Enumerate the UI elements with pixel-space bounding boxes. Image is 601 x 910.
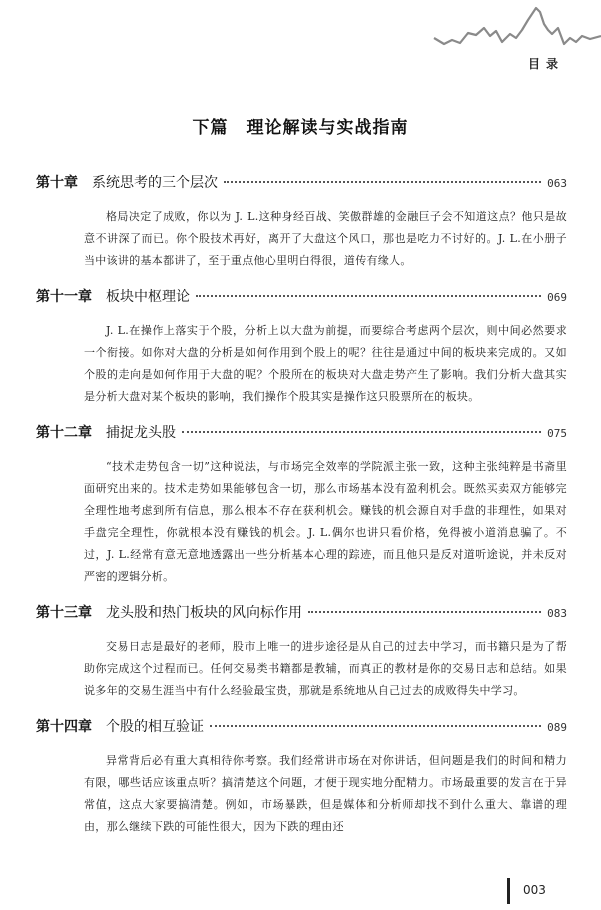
dot-leader	[308, 611, 541, 613]
chapter-title: 系统思考的三个层次	[92, 175, 218, 191]
chapter-summary: “技术走势包含一切”这种说法，与市场完全效率的学院派主张一致，这种主张纯粹是书斋里面研究出来的。技术走势如果能够包含一切，那么市场基本没有盈利机会。既然买卖双方能够完全理性地考虑到所有信息，那么根本不存在获利机会。赚钱的机会源自对手盘的非理性，如果对手盘完全理性，你就根本没有赚钱的机会。J. L.偶尔也讲只看价格，免得被小道消息骗了。不过，J. L.经常有意无意地透露出一些分析基本心理的踪迹，而且他只是反对道听途说，并未反对严密的逻辑分析。	[84, 460, 567, 583]
chapter-summary: 异常背后必有重大真相待你考察。我们经常讲市场在对你讲话，但问题是我们的时间和精力有限，哪些话应该重点听？搞清楚这个问题，才便于现实地分配精力。市场最重要的发言在于异常值，这点大家要搞清楚。例如，市场暴跌，但是媒体和分析师却找不到什么重大、靠谱的理由，那么继续下跌的可能性很大，因为下跌的理由还	[84, 754, 567, 833]
chapter-heading[interactable]	[36, 422, 567, 448]
chapter-entry[interactable]	[36, 286, 567, 408]
chapter-page: 089	[547, 721, 567, 734]
chapter-title: 捕捉龙头股	[106, 425, 176, 441]
chapter-summary: 格局决定了成败，你以为 J. L.这种身经百战、笑傲群雄的金融巨子会不知道这点？他只是故意不讲深了而已。你个股技术再好，离开了大盘这个风口，那也是吃力不讨好的。J. L.在小册子当中该讲的基本都讲了，至于重点他心里明白得很，道传有缘人。	[84, 210, 567, 267]
chapter-title: 板块中枢理论	[106, 289, 190, 305]
chapter-number: 第十三章	[36, 605, 92, 621]
chapter-heading[interactable]	[36, 716, 567, 742]
chapter-number: 第十四章	[36, 719, 92, 735]
chapter-summary: J. L.在操作上落实于个股，分析上以大盘为前提，而要综合考虑两个层次，则中间必然要求一个衔接。如你对大盘的分析是如何作用到个股上的呢？往往是通过中间的板块来完成的。又如个股的走向是如何作用于大盘的呢？个股所在的板块对大盘走势产生了影响。我们分析大盘其实是分析大盘对某个板块的影响，我们操作个股其实是操作这只股票所在的板块。	[84, 324, 567, 403]
page-number: 003	[523, 883, 546, 897]
chapter-entry[interactable]	[36, 602, 567, 702]
part-subtitle: 理论解读与实战指南	[246, 118, 409, 138]
chapter-number: 第十一章	[36, 289, 92, 305]
mountain-line-decoration	[430, 0, 601, 58]
chapter-entry[interactable]	[36, 716, 567, 838]
chapter-heading[interactable]	[36, 602, 567, 628]
dot-leader	[210, 725, 541, 727]
chapter-page: 075	[547, 427, 567, 440]
chapter-page: 069	[547, 291, 567, 304]
chapter-page: 083	[547, 607, 567, 620]
chapter-page: 063	[547, 177, 567, 190]
dot-leader	[224, 181, 541, 183]
chapter-entry[interactable]	[36, 422, 567, 588]
chapter-title: 个股的相互验证	[106, 719, 204, 735]
chapter-heading[interactable]	[36, 172, 567, 198]
chapter-list	[36, 172, 567, 852]
part-title	[0, 113, 601, 138]
part-name: 下篇	[192, 118, 229, 138]
dot-leader	[182, 431, 541, 433]
dot-leader	[196, 295, 541, 297]
chapter-number: 第十二章	[36, 425, 92, 441]
chapter-summary: 交易日志是最好的老师，股市上唯一的进步途径是从自己的过去中学习，而书籍只是为了帮助你完成这个过程而已。任何交易类书籍都是教辅，而真正的教材是你的交易日志和总结。如果说多年的交易生涯当中有什么经验最宝贵，那就是系统地从自己过去的成败得失中学习。	[84, 640, 567, 697]
chapter-number: 第十章	[36, 175, 78, 191]
section-label-toc: 目录	[528, 57, 565, 71]
chapter-heading[interactable]	[36, 286, 567, 312]
footer-rule	[507, 878, 510, 904]
chapter-entry[interactable]	[36, 172, 567, 272]
chapter-title: 龙头股和热门板块的风向标作用	[106, 605, 302, 621]
